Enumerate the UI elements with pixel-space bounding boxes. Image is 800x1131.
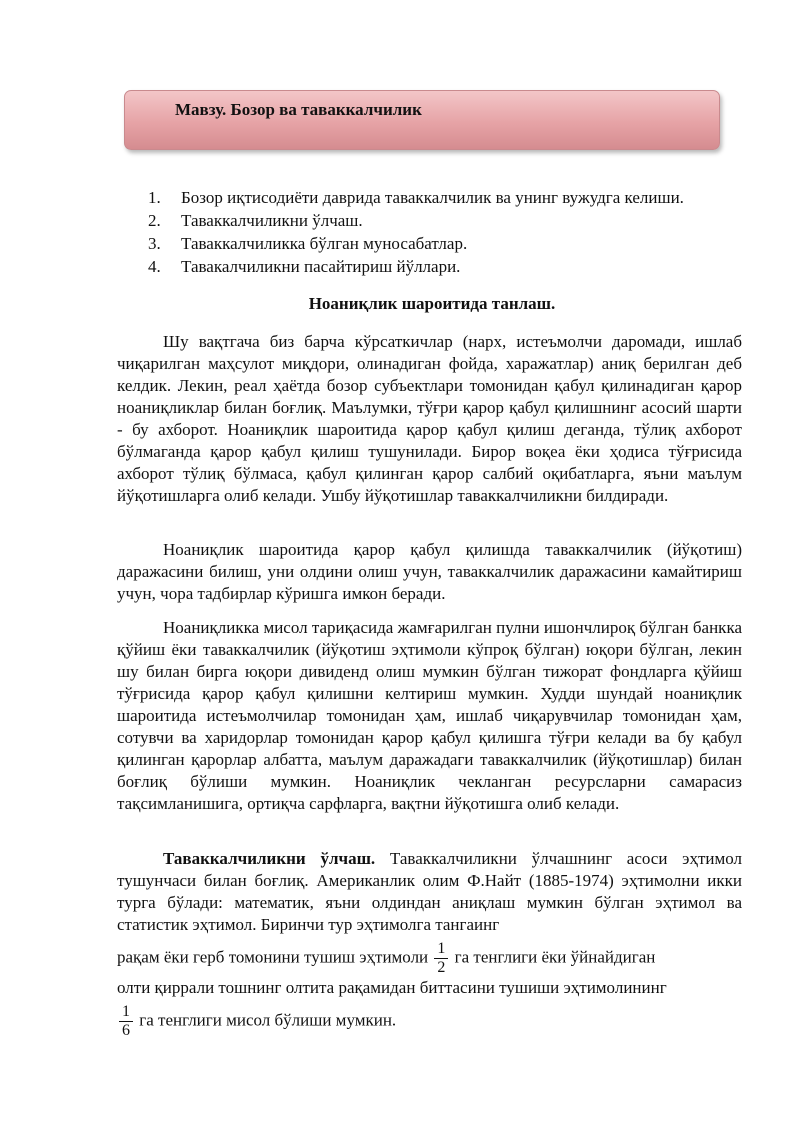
outline-item-text: Таваккалчиликни ўлчаш. xyxy=(181,211,363,230)
paragraph-text: га тенглиги мисол бўлиши мумкин. xyxy=(139,1010,397,1030)
fraction-line-sixth xyxy=(117,1003,742,1040)
outline-item-number: 1. xyxy=(148,188,161,207)
paragraph-text: га тенглиги ёки ўйнайдиган xyxy=(454,947,656,967)
paragraph-risk-level: Ноаниқлик шароитида қарор қабул қилишда таваккалчилик (йўқотиш) даражасини билиш, уни олдини олиш учун, таваккалчилик даражасини камайтириш учун, чора тадбирлар кўришга имкон беради. xyxy=(117,540,742,603)
paragraph-uncertainty-example: Ноаниқликка мисол тариқасида жамғарилган пулни ишончлироқ бўлган банкка қўйиш ёки таваккалчилик (йўқотиш эҳтимоли кўпроқ бўлган) юқори бўлган, лекин шу билан бирга юқори дивиденд олиш мумкин бўлган тижорат фондларга қўйиш тўғрисида қарор қабул қилишни келтириш мумкин. Худди шундай ноаниқлик шароитида истеъмолчилар томонидан ҳам, ишлаб чиқарувчилар томонидан ҳам, сотувчи ва харидорлар томонидан қарор қабул қилишга тўғри келади ва бу қабул қилинган қарорлар албатта, маълум даражадаги таваккалчилик (йўқотишлар) билан боғлиқ бўлиши мумкин. Ноаниқлик чекланган ресурсларни самарасиз тақсимланишига, ортиқча сарфларга, вақтни йўқотишга олиб келади. xyxy=(117,618,742,813)
topic-outline-list xyxy=(148,186,758,278)
paragraph-lead-heading: Таваккалчиликни ўлчаш. xyxy=(163,849,376,868)
paragraph-text: рақам ёки герб томонини тушиш эҳтимоли xyxy=(117,947,429,967)
outline-item xyxy=(148,255,758,278)
fraction-numerator: 1 xyxy=(119,1003,133,1022)
outline-item-number: 3. xyxy=(148,234,161,253)
outline-item-text: Тавакалчиликни пасайтириш йўллари. xyxy=(181,257,461,276)
fraction-line-half xyxy=(117,940,742,977)
fraction-denominator: 6 xyxy=(122,1022,130,1039)
topic-title: Мавзу. Бозор ва таваккалчилик xyxy=(175,100,422,119)
outline-item-text: Бозор иқтисодиёти даврида таваккалчилик ва унинг вужудга келиши. xyxy=(181,188,684,207)
paragraph-risk-measurement xyxy=(117,848,742,1040)
outline-item xyxy=(148,186,758,209)
outline-item xyxy=(148,232,758,255)
outline-item xyxy=(148,209,758,232)
outline-item-text: Таваккалчиликка бўлган муносабатлар. xyxy=(181,234,468,253)
outline-item-number: 2. xyxy=(148,211,161,230)
paragraph-text: Таваккалчиликни ўлчашнинг асоси эҳтимол тушунчаси билан боғлиқ. Американлик олим Ф.Найт (1885-1974) эҳтимолни икки турга бўлади: математик, яъни олдиндан аниқлаш мумкин бўлган эҳтимол ва статистик эҳтимол. Биринчи тур эҳтимолга тангаинг xyxy=(117,849,742,934)
paragraph-uncertainty-intro: Шу вақтгача биз барча кўрсаткичлар (нарх, истеъмолчи даромади, ишлаб чиқарилган маҳсулот миқдори, олинадиган фойда, харажатлар) аниқ берилган деб келдик. Лекин, реал ҳаётда бозор субъектлари томонидан қабул қилинадиган қарор ноаниқликлар билан боғлиқ. Маълумки, тўғри қарор қабул қилишнинг асосий шарти - бу ахборот. Ноаниқлик шароитида қарор қабул қилиш деганда, тўлиқ ахборот бўлмаганда қарор қабул қилиш тушунилади. Бирор воқеа ёки ҳодиса тўғрисида ахборот тўлиқ бўлмаса, қабул қилинган қарор салбий оқибатларга, яъни маълум йўқотишларга олиб келади. Ушбу йўқотишлар таваккалчиликни билдиради. xyxy=(117,332,742,505)
topic-banner xyxy=(124,90,720,150)
fraction-one-half xyxy=(434,940,448,977)
fraction-numerator: 1 xyxy=(434,940,448,959)
section-heading: Ноаниқлик шароитида танлаш. xyxy=(308,294,556,313)
fraction-denominator: 2 xyxy=(437,959,446,976)
outline-item-number: 4. xyxy=(148,257,161,276)
paragraph-text: олти қиррали тошнинг олтита рақамидан биттасини тушиши эҳтимолининг xyxy=(117,978,667,997)
fraction-one-sixth xyxy=(119,1003,133,1040)
